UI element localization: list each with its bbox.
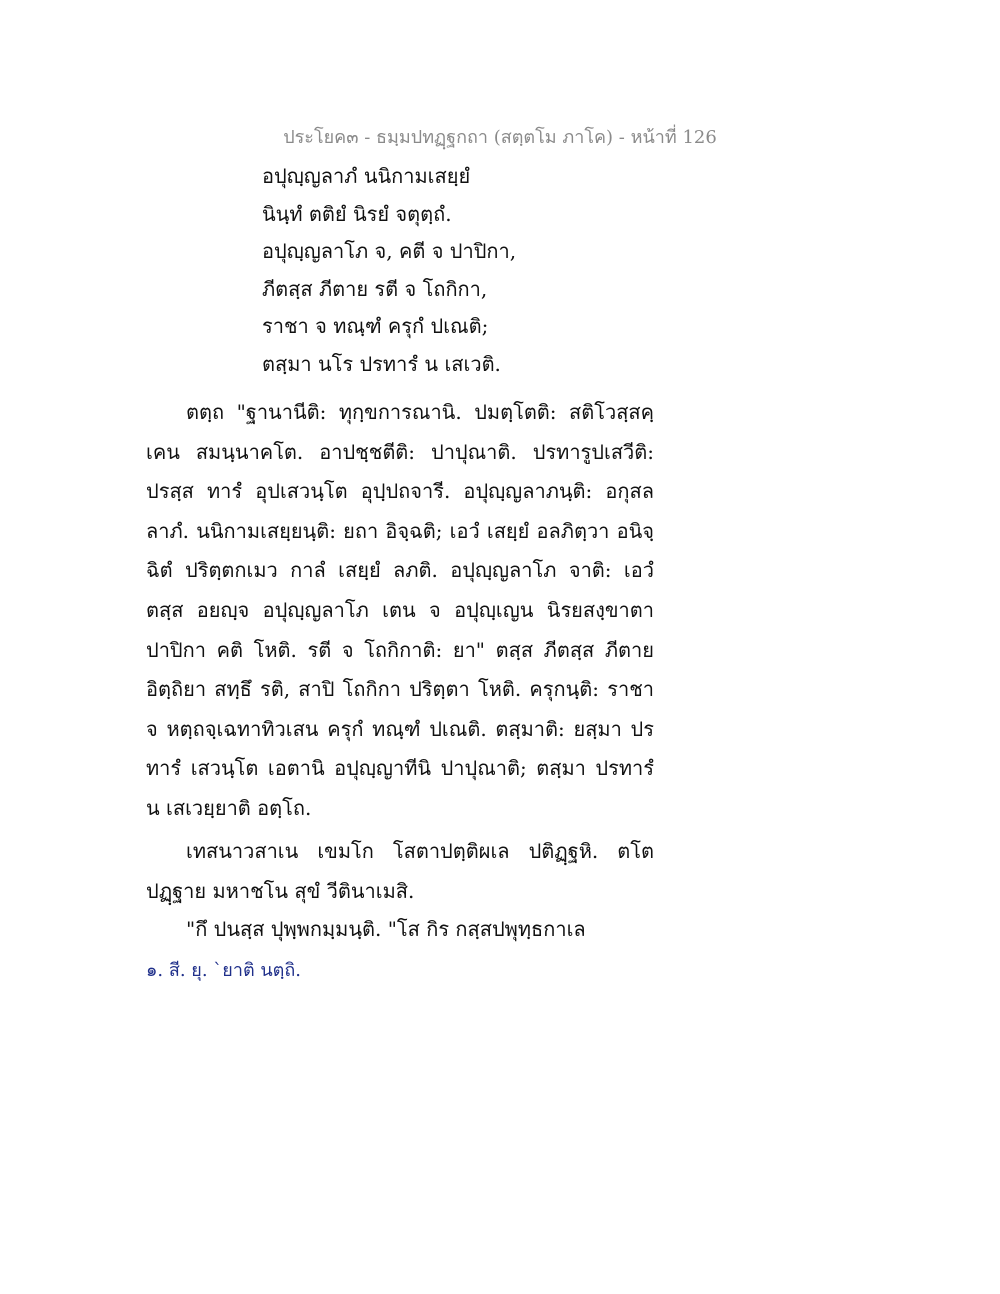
- footnote: ๑. สี. ยุ. `ยาติ นตฺถิ.: [146, 960, 301, 981]
- commentary-paragraph-2: [146, 832, 654, 911]
- commentary-paragraph-3-text: "กึ ปนสฺส ปุพฺพกมฺมนฺติ. "โส กิร กสฺสปพุทฺธกาเล: [186, 917, 586, 941]
- commentary-paragraph-1-text: ตตฺถ "ฐานานีติ: ทุกฺขการณานิ. ปมตฺโตติ: สติโวสฺสคฺเคน สมนฺนาคโต. อาปชฺชตีติ: ปาปุณาติ. ปรทารูปเสวีติ: ปรสฺส ทารํ อุปเสวนฺโต อุปฺปถจารี. อปุญฺญลาภนฺติ: อกุสลลาภํ. นนิกามเสยฺยนฺติ: ยถา อิจฺฉติ; เอวํ เสยฺยํ อลภิตฺวา อนิจฺฉิตํ ปริตฺตกเมว กาลํ เสยฺยํ ลภติ. อปุญฺญลาโภ จาติ: เอวํ ตสฺส อยญฺจ อปุญฺญลาโภ เตน จ อปุญฺเญน นิรยสงฺขาตา ปาปิกา คติ โหติ. รตี จ โถกิกาติ: ยา" ตสฺส ภีตสฺส ภีตาย อิตฺถิยา สทฺธึ รติ, สาปิ โถกิกา ปริตฺตา โหติ. ครุกนฺติ: ราชา จ หตฺถจฺเฉทาทิวเสน ครุกํ ทณฺฑํ ปเณติ. ตสฺมาติ: ยสฺมา ปรทารํ เสวนฺโต เอตานิ อปุญฺญาทีนิ ปาปุณาติ; ตสฺมา ปรทารํ น เสเวยฺยาติ อตฺโถ.: [146, 400, 655, 820]
- verse-block: [262, 158, 516, 383]
- verse-line-6: ตสฺมา นโร ปรทารํ น เสเวติ.: [262, 351, 501, 376]
- verse-line-2: นินฺทํ ตติยํ นิรยํ จตุตฺถํ.: [262, 201, 452, 226]
- verse-line-1: อปุญฺญลาภํ นนิกามเสยฺยํ: [262, 164, 471, 188]
- commentary-paragraph-2-text: เทสนาวสาเน เขมโก โสตาปตฺติผเล ปติฏฺฐหิ. ตโต ปฏฺฐาย มหาชโน สุขํ วีตินาเมสิ.: [146, 839, 654, 903]
- commentary-paragraph-3: [146, 910, 654, 950]
- verse-line-4: ภีตสฺส ภีตาย รตี จ โถกิกา,: [262, 276, 488, 301]
- commentary-paragraph-1: [146, 393, 654, 829]
- running-header: ประโยค๓ - ธมฺมปทฏฺฐกถา (สตฺตโม ภาโค) - หน้าที่ 126: [283, 127, 717, 148]
- verse-line-3: อปุญฺญลาโภ จ, คตี จ ปาปิกา,: [262, 239, 517, 263]
- verse-line-5: ราชา จ ทณฺฑํ ครุกํ ปเณติ;: [262, 314, 489, 338]
